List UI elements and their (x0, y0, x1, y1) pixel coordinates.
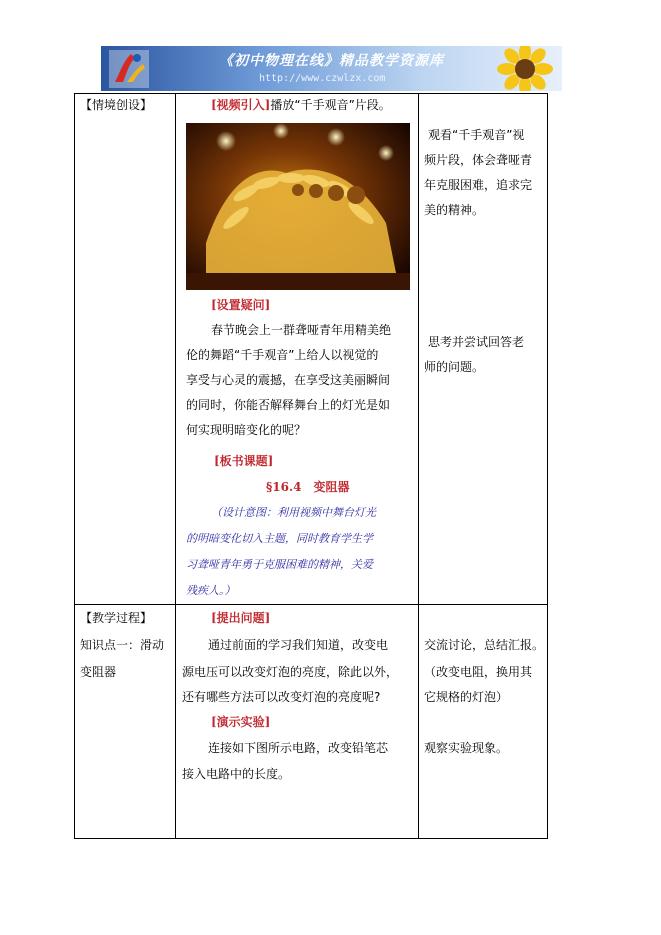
question-line-5: 何实现明暗变化的呢？ (186, 423, 307, 437)
intent-line-2: 的明暗变化切入主题，同时教育学生学 (186, 532, 373, 545)
question-line-3: 享受与心灵的震撼，在享受这美丽瞬间 (186, 373, 391, 387)
demo-line-2: 接入电路中的长度。 (182, 767, 291, 781)
sunflower-icon (490, 46, 560, 91)
dance-photo (186, 123, 410, 290)
raise-line-1: 通过前面的学习我们知道，改变电 (208, 638, 389, 652)
knowledge-point-label: 知识点一：滑动 (80, 638, 165, 652)
discuss-line-3: 它规格的灯泡） (424, 690, 509, 704)
table-border-bottom (74, 838, 548, 839)
section-label-process: 【教学过程】 (80, 611, 153, 625)
watch-line-2: 频片段，体会聋哑青 (424, 153, 533, 167)
section-label-scenario: 【情境创设】 (80, 98, 153, 112)
lesson-title: §16.4 变阻器 (266, 480, 350, 494)
video-intro-line (211, 93, 391, 117)
watch-line-4: 美的精神。 (424, 203, 485, 217)
table-col-divider-1 (175, 93, 176, 839)
think-line-2: 师的问题。 (424, 360, 485, 374)
table-border-left (74, 93, 75, 839)
watch-line-1: 观看“千手观音”视 (428, 128, 525, 142)
question-line-2: 伦的舞蹈“千手观音”上给人以视觉的 (186, 348, 379, 362)
logo-icon (109, 50, 149, 88)
raise-line-2: 源电压可以改变灯泡的亮度，除此以外， (182, 665, 399, 679)
discuss-line-1: 交流讨论，总结汇报。 (424, 638, 545, 652)
thousand-hand-guanyin-image (186, 123, 410, 290)
table-border-right (547, 93, 548, 839)
raise-question-tag: [提出问题] (211, 611, 271, 625)
question-tag: [设置疑问] (211, 298, 271, 312)
table-col-divider-2 (418, 93, 419, 839)
header-banner (101, 46, 562, 91)
board-tag: [板书课题] (214, 454, 274, 468)
table-row-divider (74, 604, 548, 605)
observe-text: 观察实验现象。 (424, 741, 509, 755)
banner-title: 《初中物理在线》精品教学资源库 (219, 53, 444, 69)
think-line-1: 思考并尝试回答老 (428, 335, 525, 349)
question-line-4: 的同时，你能否解释舞台上的灯光是如 (186, 398, 391, 412)
demo-line-1: 连接如下图所示电路，改变铅笔芯 (208, 741, 389, 755)
discuss-line-2: （改变电阻，换用其 (424, 665, 533, 679)
demo-tag: [演示实验] (211, 715, 271, 729)
raise-line-3: 还有哪些方法可以改变灯泡的亮度呢? (182, 690, 381, 704)
video-intro-text: 播放“千手观音”片段。 (270, 98, 391, 112)
intent-line-4: 残疾人。） (186, 584, 236, 597)
question-line-1: 春节晚会上一群聋哑青年用精美绝 (211, 323, 392, 337)
watch-line-3: 年克服困难，追求完 (424, 178, 533, 192)
knowledge-point-topic: 变阻器 (80, 665, 117, 679)
banner-url[interactable]: http://www.czwlzx.com (259, 73, 386, 84)
video-intro-tag: [视频引入] (211, 98, 271, 112)
intent-line-1: （设计意图：利用视频中舞台灯光 (211, 506, 376, 519)
intent-line-3: 习聋哑青年勇于克服困难的精神，关爱 (186, 558, 373, 571)
